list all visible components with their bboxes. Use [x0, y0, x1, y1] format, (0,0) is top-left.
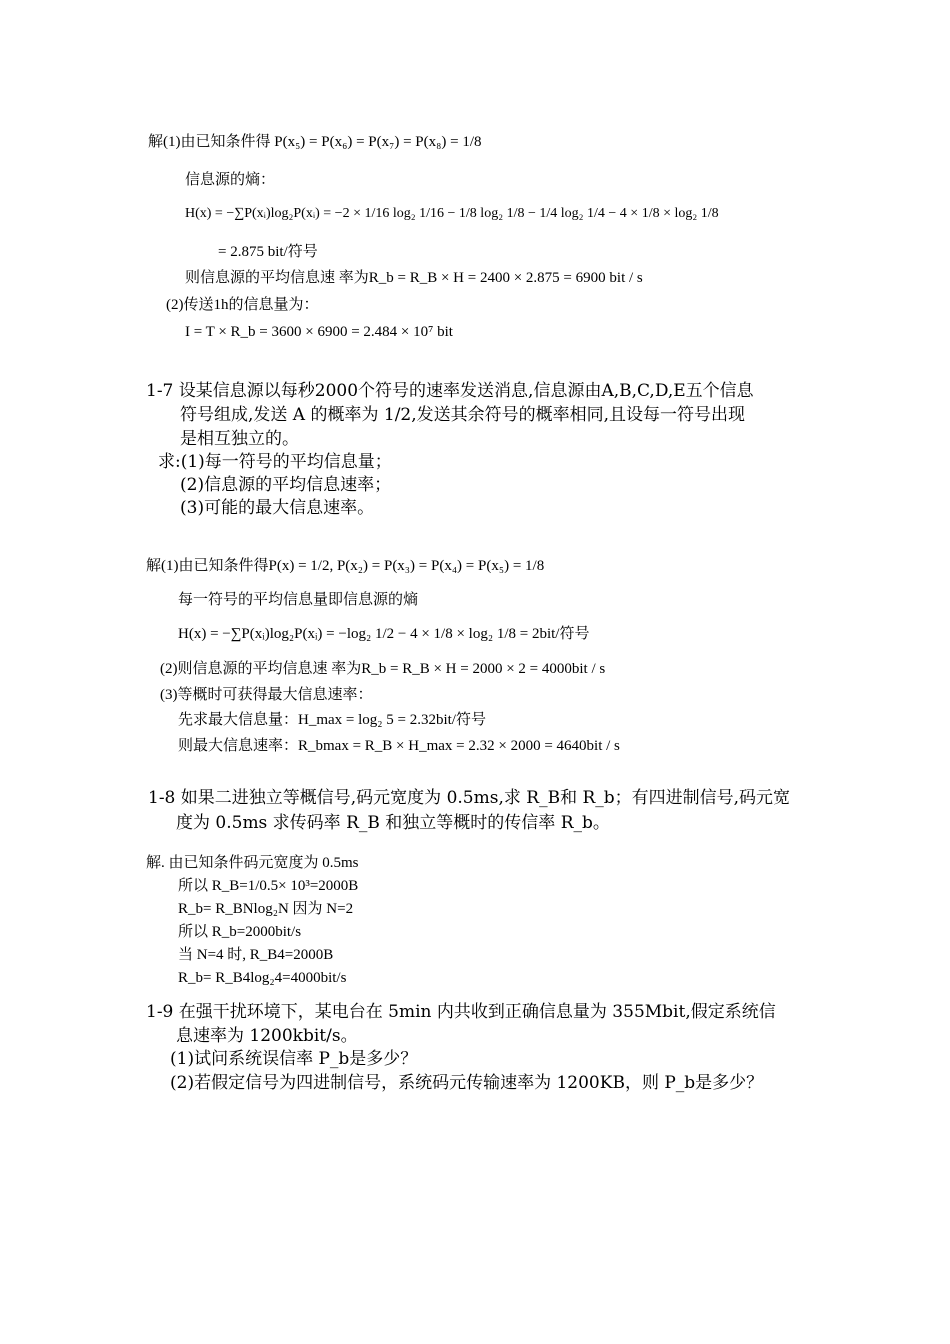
problem-1-9-line-2: 息速率为 1200kbit/s。 — [176, 1026, 358, 1046]
problem-1-7-line-3: 是相互独立的。 — [180, 429, 299, 449]
problem-1-9-line-1: 1-9 在强干扰环境下，某电台在 5min 内共收到正确信息量为 355Mbit,假定系统信 — [146, 1002, 776, 1022]
solution-1-8-line-6: R_b= R_B4log₂4=4000bit/s — [178, 970, 347, 986]
solution-1-8-line-1: 解. 由已知条件码元宽度为 0.5ms — [146, 855, 359, 871]
problem-1-7-line-5: (2)信息源的平均信息速率； — [180, 475, 392, 495]
solution-1-7-line-2: 每一符号的平均信息量即信息源的熵 — [178, 592, 419, 608]
solution-1-8-line-4: 所以 R_b=2000bit/s — [178, 924, 302, 940]
solution-1-7-line-4: (2)则信息源的平均信息速 率为R_b = R_B × H = 2000 × 2 = 4000bit / s — [160, 661, 606, 677]
solution-1-6-line-7: I = T × R_b = 3600 × 6900 = 2.484 × 10⁷ bit — [185, 324, 453, 340]
problem-1-8-line-1: 1-8 如果二进独立等概信号,码元宽度为 0.5ms,求 R_B和 R_b；有四进制信号,码元宽 — [148, 788, 791, 808]
solution-1-6-line-6: (2)传送1h的信息量为： — [166, 297, 319, 313]
solution-1-6-line-2: 信息源的熵： — [185, 172, 276, 188]
problem-1-7-line-1: 1-7 设某信息源以每秒2000个符号的速率发送消息,信息源由A,B,C,D,E五个信息 — [146, 381, 754, 401]
solution-1-8-line-3: R_b= R_BNlog₂N 因为 N=2 — [178, 901, 354, 917]
solution-1-7-line-7: 则最大信息速率：R_bmax = R_B × H_max = 2.32 × 2000 = 4640bit / s — [178, 738, 620, 754]
solution-1-6-line-1: 解(1)由已知条件得 P(x₅) = P(x₆) = P(x₇) = P(x₈) = 1/8 — [148, 134, 482, 150]
problem-1-8-line-2: 度为 0.5ms 求传码率 R_B 和独立等概时的传信率 R_b。 — [176, 813, 610, 833]
solution-1-7-line-1: 解(1)由已知条件得P(x) = 1/2, P(x₂) = P(x₃) = P(x₄) = P(x₅) = 1/8 — [146, 558, 545, 574]
problem-1-9-line-4: (2)若假定信号为四进制信号，系统码元传输速率为 1200KB，则 P_b是多少？ — [170, 1073, 764, 1093]
solution-1-8-line-2: 所以 R_B=1/0.5× 10³=2000B — [178, 878, 359, 894]
solution-1-6-line-5: 则信息源的平均信息速 率为R_b = R_B × H = 2400 × 2.875 = 6900 bit / s — [185, 270, 643, 286]
problem-1-9-line-3: (1)试问系统误信率 P_b是多少？ — [170, 1049, 418, 1069]
solution-1-7-line-6: 先求最大信息量：H_max = log₂ 5 = 2.32bit/符号 — [178, 712, 486, 728]
solution-1-6-line-4: = 2.875 bit/符号 — [218, 244, 318, 260]
problem-1-7-line-4: 求:(1)每一符号的平均信息量； — [158, 452, 392, 472]
problem-1-7-line-6: (3)可能的最大信息速率。 — [180, 498, 375, 518]
problem-1-7-line-2: 符号组成,发送 A 的概率为 1/2,发送其余符号的概率相同,且设每一符号出现 — [180, 405, 746, 425]
solution-1-6-line-3: H(x) = −∑P(xᵢ)log₂P(xᵢ) = −2 × 1/16 log₂ 1/16 − 1/8 log₂ 1/8 − 1/4 log₂ 1/4 − 4 × 1/8 × log₂ 1/8 — [185, 206, 719, 221]
solution-1-7-line-3: H(x) = −∑P(xᵢ)log₂P(xᵢ) = −log₂ 1/2 − 4 × 1/8 × log₂ 1/8 = 2bit/符号 — [178, 626, 590, 642]
solution-1-8-line-5: 当 N=4 时, R_B4=2000B — [178, 947, 334, 963]
solution-1-7-line-5: (3)等概时可获得最大信息速率： — [160, 687, 373, 703]
